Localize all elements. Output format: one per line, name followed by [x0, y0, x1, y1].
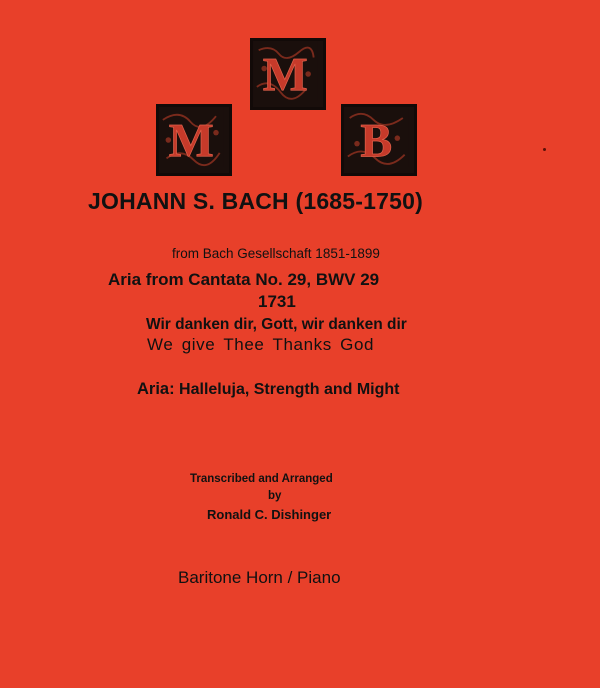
- instrumentation: Baritone Horn / Piano: [178, 568, 341, 587]
- composition-year: 1731: [258, 292, 296, 311]
- logo-tile-left-m: [156, 104, 232, 176]
- ornamental-b-icon: [344, 107, 414, 173]
- source-line: from Bach Gesellschaft 1851-1899: [172, 246, 380, 261]
- speck: [543, 148, 546, 151]
- ornamental-m-icon: [159, 107, 229, 173]
- transcribed-credit: Transcribed and Arranged: [190, 473, 333, 485]
- by-credit: by: [268, 490, 282, 502]
- logo-tile-right-b: [341, 104, 417, 176]
- arranger-name: Ronald C. Dishinger: [207, 507, 332, 522]
- aria-label: Aria:: [137, 380, 175, 398]
- english-title: We give Thee Thanks God: [147, 335, 375, 354]
- logo-letter: M: [262, 49, 308, 102]
- logo-tile-top-m: [250, 38, 326, 110]
- composer-heading: JOHANN S. BACH (1685-1750): [88, 188, 423, 214]
- ornamental-m-icon: [253, 41, 323, 107]
- logo-letter: B: [360, 115, 393, 168]
- cantata-title: Aria from Cantata No. 29, BWV 29: [108, 270, 380, 289]
- aria-title: [137, 380, 400, 399]
- aria-name: Halleluja, Strength and Might: [174, 381, 400, 398]
- german-title: Wir danken dir, Gott, wir danken dir: [146, 316, 407, 333]
- logo-letter: M: [168, 115, 214, 168]
